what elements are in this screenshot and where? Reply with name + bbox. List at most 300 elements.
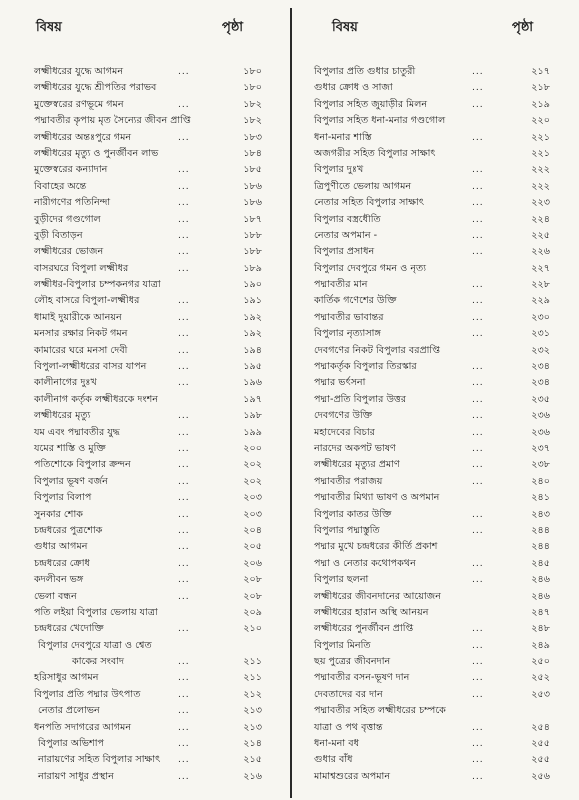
entry-page-number: ২৪৪ [531,524,550,536]
entry-page-number: ২৫৫ [531,754,550,766]
entry-topic: পদ্মাবতীর মান [314,279,368,291]
entry-leader-dots: ... [472,67,484,77]
toc-entry [0,228,280,244]
entry-page-number: ২৫৬ [531,770,550,782]
entry-leader-dots: ... [472,722,484,733]
toc-entry [296,507,579,523]
entry-page-number: ২২৩ [531,197,550,209]
entry-leader-dots: ... [472,132,484,143]
entry-page-number: ২১৮ [531,82,550,94]
entry-leader-dots: ... [178,329,190,340]
entry-page-number: ২৩৪ [531,361,550,373]
entry-leader-dots: ... [178,263,190,274]
entry-page-number: ২১২ [243,688,262,700]
entry-page-number: ১৯৬ [243,377,262,389]
entry-leader-dots: ... [178,739,190,750]
entry-page-number: ২২২ [531,180,550,192]
entry-page-number: ২৪৪ [531,541,550,553]
toc-entry [296,146,579,162]
entry-page-number: ২২২ [531,164,550,176]
right-column [296,0,579,800]
toc-entry [0,572,280,588]
toc-entry [296,621,579,637]
toc-entry [0,769,280,785]
toc-entry [0,687,280,703]
entry-leader-dots: ... [472,83,484,94]
entry-topic: বিপুলার দেবপুরে যাত্রা ও শ্বেত [38,639,152,651]
entry-leader-dots: ... [178,460,190,471]
toc-entry [0,359,280,375]
entry-leader-dots: ... [472,378,484,389]
toc-entry [296,130,579,146]
entry-topic: লক্ষ্মীধরের যুদ্ধে শ্রীপতির পরাভব [34,82,157,94]
entry-leader-dots: ... [178,706,190,717]
entry-leader-dots: ... [178,689,190,700]
toc-entry [296,556,579,572]
entry-leader-dots: ... [472,411,484,422]
right-header-page: পৃষ্ঠা [512,20,534,35]
entry-topic: মুক্তেস্বরের রণভূমে গমন [34,98,124,110]
entry-topic: গুধার ক্রোধ ও সাজা [314,82,393,94]
toc-entry [296,64,579,80]
entry-topic: ভেলা বন্ধন [34,590,77,602]
entry-leader-dots: ... [472,624,484,635]
toc-entry [0,408,280,424]
entry-leader-dots: ... [178,378,190,389]
entry-leader-dots: ... [178,509,190,520]
entry-leader-dots: ... [472,280,484,291]
entry-page-number: ২৩১ [531,328,550,340]
toc-entry [0,523,280,539]
entry-topic: লৌহ বাসরে বিপুলা-লক্ষ্মীধর [34,295,140,307]
entry-topic: যমের শাস্তি ও মুক্তি [34,442,106,454]
column-divider [290,8,292,798]
toc-entry [296,457,579,473]
entry-topic: পদ্মা-প্রতি বিপুলার উত্তর [314,393,407,405]
entry-topic: পদ্মাবতীর বসন-ভূষণ দান [314,672,410,684]
entry-leader-dots: ... [178,443,190,454]
entry-page-number: ২৩৭ [531,442,550,454]
entry-leader-dots: ... [178,214,190,225]
toc-entry [296,523,579,539]
entry-page-number: ১৮০ [243,82,262,94]
entry-leader-dots: ... [472,443,484,454]
entry-page-number: ২৩৫ [531,393,550,405]
toc-entry [0,638,280,654]
entry-leader-dots: ... [472,575,484,586]
entry-page-number: ২৫২ [531,672,550,684]
entry-leader-dots: ... [178,427,190,438]
entry-leader-dots: ... [472,689,484,700]
entry-page-number: ২০৮ [243,590,262,602]
entry-leader-dots: ... [178,476,190,487]
toc-entry [296,572,579,588]
entry-page-number: ২৪৩ [531,508,550,520]
entry-topic: কার্তিক গণেশের উক্তি [314,295,397,307]
entry-topic: ধামাই দুয়ারীকে আনয়ন [34,311,122,323]
entry-page-number: ১৮৮ [243,229,262,241]
entry-page-number: ২০৮ [243,574,262,586]
entry-topic: লক্ষ্মীধরের মৃত্যু [34,410,91,422]
entry-leader-dots: ... [178,493,190,504]
entry-topic: দেবতাদের বর দান [314,688,383,700]
entry-topic: পদ্মার মুখে চন্দ্রধরের কীর্তি প্রকাশ [314,541,438,553]
entry-leader-dots: ... [178,542,190,553]
toc-entry [296,97,579,113]
entry-topic: পদ্মাবতীর ভাবান্তর [314,311,384,323]
toc-entry [0,752,280,768]
entry-leader-dots: ... [178,132,190,143]
entry-leader-dots: ... [472,460,484,471]
toc-entry [0,212,280,228]
entry-topic: মামাশ্বশুরের অপমান [314,770,391,782]
entry-page-number: ২৩৪ [531,377,550,389]
entry-topic: গুধার বাঁধ [314,754,353,766]
toc-entry [0,589,280,605]
entry-topic: বিপুলার নৃত্যাসাঙ্গ [314,328,381,340]
entry-topic: লক্ষ্মীধরের পুনর্জীবন প্রাপ্তি [314,623,414,635]
toc-entry [0,474,280,490]
entry-leader-dots: ... [472,181,484,192]
toc-entry [0,425,280,441]
entry-leader-dots: ... [178,755,190,766]
entry-topic: পদ্মাবতীর কৃপায় মৃত সৈন্যের জীবন প্রাপ্তি [34,115,191,127]
toc-entry [0,146,280,162]
entry-leader-dots: ... [178,411,190,422]
toc-entry [296,703,579,719]
toc-entry [296,769,579,785]
entry-topic: ত্রিপুণীতে ভেলায় আগমন [314,180,412,192]
entry-leader-dots: ... [472,230,484,241]
entry-page-number: ২১১ [243,672,262,684]
entry-page-number: ১৮৫ [243,164,262,176]
entry-page-number: ২০৫ [243,541,262,553]
toc-entry [0,130,280,146]
entry-page-number: ২৫০ [531,656,550,668]
toc-entry [0,293,280,309]
entry-page-number: ২২৫ [531,229,550,241]
right-header-topic: বিষয় [332,20,358,35]
entry-page-number: ১৮৮ [243,246,262,258]
right-entry-list [296,64,579,785]
entry-page-number: ২৩৬ [531,426,550,438]
entry-page-number: ১৯৯ [243,426,262,438]
entry-page-number: ২০০ [243,442,262,454]
entry-leader-dots: ... [178,362,190,373]
entry-leader-dots: ... [178,230,190,241]
entry-topic: চন্দ্রধরের খেদোক্তি [34,623,104,635]
entry-topic: বিপুলার সহিত ধনা-মনার গণ্ডগোল [314,115,446,127]
toc-entry [0,162,280,178]
entry-page-number: ১৯২ [243,328,262,340]
entry-topic: বিপুলার পদ্মাস্তুতি [314,524,380,536]
entry-topic: যম এবং পদ্মাবতীর যুদ্ধ [34,426,120,438]
entry-page-number: ২২৯ [531,295,550,307]
entry-page-number: ২০২ [243,459,262,471]
toc-entry [0,64,280,80]
toc-entry [296,736,579,752]
entry-topic: পদ্মা ও নেতার কথোপকথন [314,557,416,569]
entry-topic: লক্ষ্মীধরের মৃত্যু ও পুনর্জীবন লাভ [34,147,159,159]
entry-page-number: ১৯২ [243,311,262,323]
toc-entry [0,310,280,326]
toc-entry [296,605,579,621]
entry-leader-dots: ... [472,509,484,520]
entry-leader-dots: ... [472,640,484,651]
entry-topic: বিপুলার প্রতি গুধার চাতুরী [314,66,416,77]
entry-page-number: ২২১ [531,147,550,159]
entry-leader-dots: ... [178,67,190,77]
entry-leader-dots: ... [472,427,484,438]
entry-topic: ধনা-মনা বধ [314,738,359,750]
entry-leader-dots: ... [472,657,484,668]
toc-entry [0,621,280,637]
toc-entry [296,195,579,211]
toc-entry [296,425,579,441]
entry-topic: লক্ষ্মীধরের ভোজন [34,246,104,258]
entry-page-number: ১৮৭ [243,213,262,225]
toc-entry [296,261,579,277]
toc-entry [296,687,579,703]
entry-page-number: ২৪১ [531,492,550,504]
entry-leader-dots: ... [178,673,190,684]
entry-topic: ছয় পুত্রের জীবনদান [314,656,391,668]
toc-entry [0,736,280,752]
entry-topic: বিপুলার ছলনা [314,574,369,586]
entry-topic: সুনকার শোক [34,508,83,520]
toc-entry [0,113,280,129]
toc-entry [296,474,579,490]
entry-topic: বিপুলার ভূষণ বর্জন [34,475,108,487]
entry-page-number: ১৮৩ [243,131,262,143]
entry-topic: বিপুলার সহিত জুয়াড়ীর মিলন [314,98,428,110]
entry-topic: বিবাহের অন্তে [34,180,87,192]
entry-topic: যাত্রা ও পথ বৃত্তান্ত [314,721,383,733]
toc-entry [0,80,280,96]
entry-page-number: ২৩৮ [531,459,550,471]
entry-page-number: ১৮২ [243,115,262,127]
entry-page-number: ১৮৪ [243,147,262,159]
entry-topic: লক্ষ্মীধরের জীবনদানের আয়োজন [314,590,441,602]
entry-page-number: ২৪৬ [531,574,550,586]
entry-page-number: ২০৩ [243,492,262,504]
entry-page-number: ২৩২ [531,344,550,356]
entry-topic: ধনা-মনার শাস্তি [314,131,372,143]
entry-page-number: ২২১ [531,131,550,143]
toc-entry [0,490,280,506]
toc-entry [0,703,280,719]
entry-topic: পদ্মাবতীর পরাজয় [314,475,383,487]
entry-leader-dots: ... [472,476,484,487]
entry-page-number: ২৪৯ [531,639,550,651]
entry-topic: লক্ষ্মীধরের হারান অস্থি আনয়ন [314,606,429,618]
entry-page-number: ১৮৬ [243,197,262,209]
toc-entry [296,392,579,408]
entry-topic: নারদের অকপট ভাষণ [314,442,396,454]
entry-leader-dots: ... [178,247,190,258]
entry-page-number: ১৯০ [243,279,262,291]
entry-leader-dots: ... [178,181,190,192]
entry-leader-dots: ... [178,525,190,536]
entry-page-number: ২৪০ [531,475,550,487]
toc-entry [0,261,280,277]
entry-leader-dots: ... [178,345,190,356]
toc-entry [296,408,579,424]
entry-page-number: ২৫৪ [531,721,550,733]
entry-topic: কালীনাগের দুঃখ [34,377,97,389]
entry-leader-dots: ... [472,99,484,110]
toc-entry [0,507,280,523]
entry-topic: হরিসাধুর আগমন [34,672,99,684]
entry-topic: নেতার প্রলোভন [38,705,100,717]
entry-topic: নারায়ণের সহিত বিপুলার সাক্ষাৎ [38,754,161,766]
entry-leader-dots: ... [472,394,484,405]
toc-entry [296,539,579,555]
entry-topic: বাসরঘরে বিপুলা লক্ষ্মীধর [34,262,129,274]
entry-topic: বিপুলার দেবপুরে গমন ও নৃত্য [314,262,427,274]
toc-entry [0,375,280,391]
entry-leader-dots: ... [472,525,484,536]
entry-page-number: ২০৪ [243,524,262,536]
toc-entry [296,343,579,359]
toc-entry [296,670,579,686]
toc-entry [296,375,579,391]
entry-topic: মহাদেবের বিচার [314,426,375,438]
entry-leader-dots: ... [178,558,190,569]
entry-page-number: ২২৬ [531,246,550,258]
entry-topic: পদ্মাকর্তৃক বিপুলার তিরস্কার [314,361,417,373]
entry-leader-dots: ... [178,99,190,110]
entry-leader-dots: ... [178,624,190,635]
toc-entry [0,720,280,736]
entry-leader-dots: ... [178,165,190,176]
entry-leader-dots: ... [178,722,190,733]
entry-topic: বিপুলার মিনতি [314,639,371,651]
entry-page-number: ২১৩ [243,705,262,717]
entry-topic: পদ্মার ভর্ৎসনা [314,377,366,389]
entry-topic: অজগরীর সহিত বিপুলার সাক্ষাৎ [314,147,436,159]
entry-topic: দেবগণের নিকট বিপুলার বরপ্রাপ্তি [314,344,441,356]
toc-entry [0,326,280,342]
entry-topic: বিপুলার দুঃখ [314,164,364,176]
toc-entry [296,80,579,96]
toc-entry [296,244,579,260]
entry-page-number: ২১৫ [243,754,262,766]
entry-leader-dots: ... [472,771,484,782]
toc-entry [296,212,579,228]
entry-leader-dots: ... [472,214,484,225]
entry-leader-dots: ... [178,296,190,307]
entry-leader-dots: ... [472,165,484,176]
toc-entry [296,277,579,293]
toc-entry [0,556,280,572]
entry-topic: দেবগণের উক্তি [314,410,373,422]
entry-topic: বিপুলার প্রসাধন [314,246,375,258]
toc-entry [296,228,579,244]
toc-entry [296,589,579,605]
entry-leader-dots: ... [178,591,190,602]
toc-entry [0,605,280,621]
entry-topic: বিপুলার কাতর উক্তি [314,508,392,520]
toc-entry [296,293,579,309]
entry-leader-dots: ... [472,739,484,750]
toc-entry [296,179,579,195]
toc-entry [0,343,280,359]
left-column [0,0,280,800]
entry-leader-dots: ... [178,657,190,668]
entry-topic: বিপুলার বিলাপ [34,492,92,504]
entry-topic: নারীগণের পতিনিন্দা [34,197,111,209]
toc-entry [0,195,280,211]
toc-entry [0,539,280,555]
entry-page-number: ১৯৪ [243,344,262,356]
entry-topic: লক্ষ্মীধরের যুদ্ধে আগমন [34,66,124,77]
entry-page-number: ২৩৬ [531,410,550,422]
entry-page-number: ২১১ [243,656,262,668]
left-header-page: পৃষ্ঠা [222,20,244,35]
entry-leader-dots: ... [472,247,484,258]
entry-topic: পদ্মাবতীর মিথ্যা ভাষণ ও অপমান [314,492,440,504]
entry-topic: পতি লইয়া বিপুলার ভেলায় যাত্রা [34,606,158,618]
entry-topic: বিপুলার বস্ত্রধৌতি [314,213,381,225]
toc-entry [296,752,579,768]
toc-entry [0,277,280,293]
entry-page-number: ২৪৭ [531,606,550,618]
entry-page-number: ২০৬ [243,557,262,569]
entry-topic: বুড়ী বিতাড়ন [34,229,83,241]
entry-leader-dots: ... [472,198,484,209]
entry-topic: মুক্তেস্বরের কন্যাদান [34,164,108,176]
entry-leader-dots: ... [472,673,484,684]
entry-page-number: ২১৩ [243,721,262,733]
entry-page-number: ২৪৬ [531,590,550,602]
entry-topic: চন্দ্রধরের ক্রোধ [34,557,90,569]
entry-topic: কাকের সংবাদ [72,656,125,668]
toc-entry [296,326,579,342]
entry-page-number: ২০২ [243,475,262,487]
entry-topic: কালীনাগ কর্তৃক লক্ষ্মীধরকে দংশন [34,393,158,405]
entry-page-number: ১৯১ [243,295,262,307]
left-entry-list [0,64,280,785]
entry-leader-dots: ... [472,296,484,307]
entry-page-number: ২১৬ [243,770,262,782]
entry-topic: লক্ষ্মীধরের অন্তঃপুরে গমন [34,131,132,143]
entry-page-number: ২২৮ [531,279,550,291]
entry-topic: বিপুলার অভিশাপ [38,738,105,750]
toc-entry [296,310,579,326]
toc-entry [0,97,280,113]
toc-entry [0,392,280,408]
entry-topic: নেতার সহিত বিপুলার সাক্ষাৎ [314,197,424,209]
entry-page-number: ১৮৯ [243,262,262,274]
entry-topic: লক্ষ্মীধরের মৃত্যুর প্রমাণ [314,459,400,471]
entry-leader-dots: ... [178,312,190,323]
toc-entry [296,490,579,506]
entry-topic: পতিশোকে বিপুলার ক্রন্দন [34,459,131,471]
entry-topic: গুধার আগমন [34,541,88,553]
toc-entry [0,244,280,260]
toc-entry [296,638,579,654]
entry-topic: নারায়ণ সাধুর প্রস্থান [38,770,114,782]
entry-page-number: ২০৩ [243,508,262,520]
entry-page-number: ২১৪ [243,738,262,750]
entry-page-number: ২৪৮ [531,623,550,635]
entry-page-number: ২০৯ [243,606,262,618]
toc-entry [0,670,280,686]
entry-page-number: ২১৭ [531,66,550,77]
entry-page-number: ২২০ [531,115,550,127]
toc-entry [296,720,579,736]
